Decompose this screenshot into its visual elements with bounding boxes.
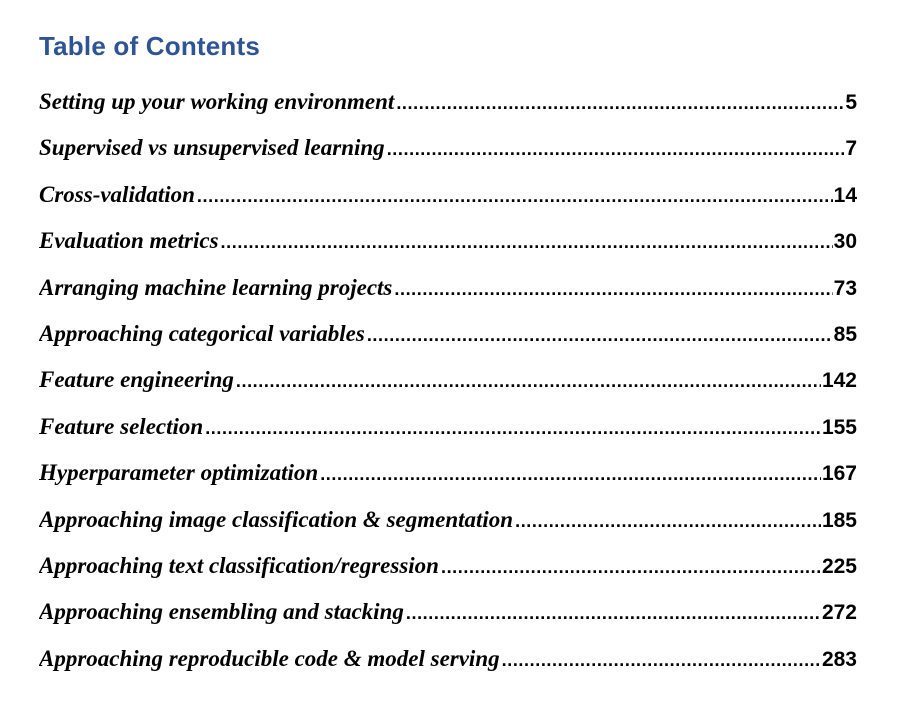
toc-entry[interactable] <box>39 175 857 221</box>
toc-entry-title: Approaching ensembling and stacking <box>39 599 404 625</box>
toc-entry-page: 5 <box>845 91 857 114</box>
toc-entry[interactable] <box>39 407 857 453</box>
toc-entry-page: 272 <box>821 601 857 625</box>
toc-entry-page: 14 <box>833 183 857 207</box>
toc-entry[interactable] <box>39 453 857 499</box>
dot-leader <box>441 547 821 587</box>
dot-leader <box>502 640 821 680</box>
toc-entry-page: 142 <box>821 369 857 393</box>
toc-entry[interactable] <box>39 639 857 685</box>
toc-entry[interactable] <box>39 128 857 174</box>
toc-entry-title: Approaching reproducible code & model serving <box>39 645 500 671</box>
toc-entry-title: Approaching categorical variables <box>39 320 365 346</box>
toc-entry-title: Feature selection <box>39 413 204 439</box>
dot-leader <box>205 408 821 448</box>
toc-entry-title: Cross-validation <box>39 181 195 207</box>
toc-entry-page: 30 <box>833 230 857 254</box>
dot-leader <box>396 83 844 123</box>
dot-leader <box>394 269 832 309</box>
toc-entry[interactable] <box>39 221 857 267</box>
toc-entry-page: 185 <box>821 508 857 532</box>
dot-leader <box>236 361 821 401</box>
toc-entry-title: Setting up your working environment <box>39 89 395 114</box>
toc-entry-page: 225 <box>821 554 857 578</box>
toc-entry-page: 155 <box>821 415 857 439</box>
toc-entry[interactable] <box>39 500 857 546</box>
toc-entry-title: Approaching image classification & segmentation <box>39 506 514 532</box>
dot-leader <box>221 222 833 262</box>
toc-heading: Table of Contents <box>39 31 261 61</box>
toc-entry[interactable] <box>39 82 857 128</box>
toc-entry-title: Feature engineering <box>39 367 234 393</box>
toc-entry[interactable] <box>39 592 857 638</box>
dot-leader <box>197 176 833 216</box>
dot-leader <box>515 501 821 541</box>
toc-list <box>39 82 857 685</box>
toc-entry-title: Hyperparameter optimization <box>39 460 319 486</box>
dot-leader <box>367 315 833 355</box>
toc-entry[interactable] <box>39 546 857 592</box>
toc-entry[interactable] <box>39 314 857 360</box>
toc-entry-title: Arranging machine learning projects <box>39 274 393 300</box>
toc-entry-page: 7 <box>845 137 857 161</box>
toc-entry-page: 167 <box>821 462 857 486</box>
dot-leader <box>320 454 821 494</box>
toc-entry[interactable] <box>39 268 857 314</box>
toc-entry-page: 73 <box>833 276 857 300</box>
dot-leader <box>406 593 821 633</box>
toc-entry-title: Approaching text classification/regression <box>39 552 439 578</box>
toc-entry-page: 283 <box>821 647 857 671</box>
toc-entry[interactable] <box>39 360 857 406</box>
toc-entry-title: Evaluation metrics <box>39 228 219 254</box>
dot-leader <box>387 129 845 169</box>
toc-entry-title: Supervised vs unsupervised learning <box>39 135 385 161</box>
toc-entry-page: 85 <box>833 322 857 346</box>
